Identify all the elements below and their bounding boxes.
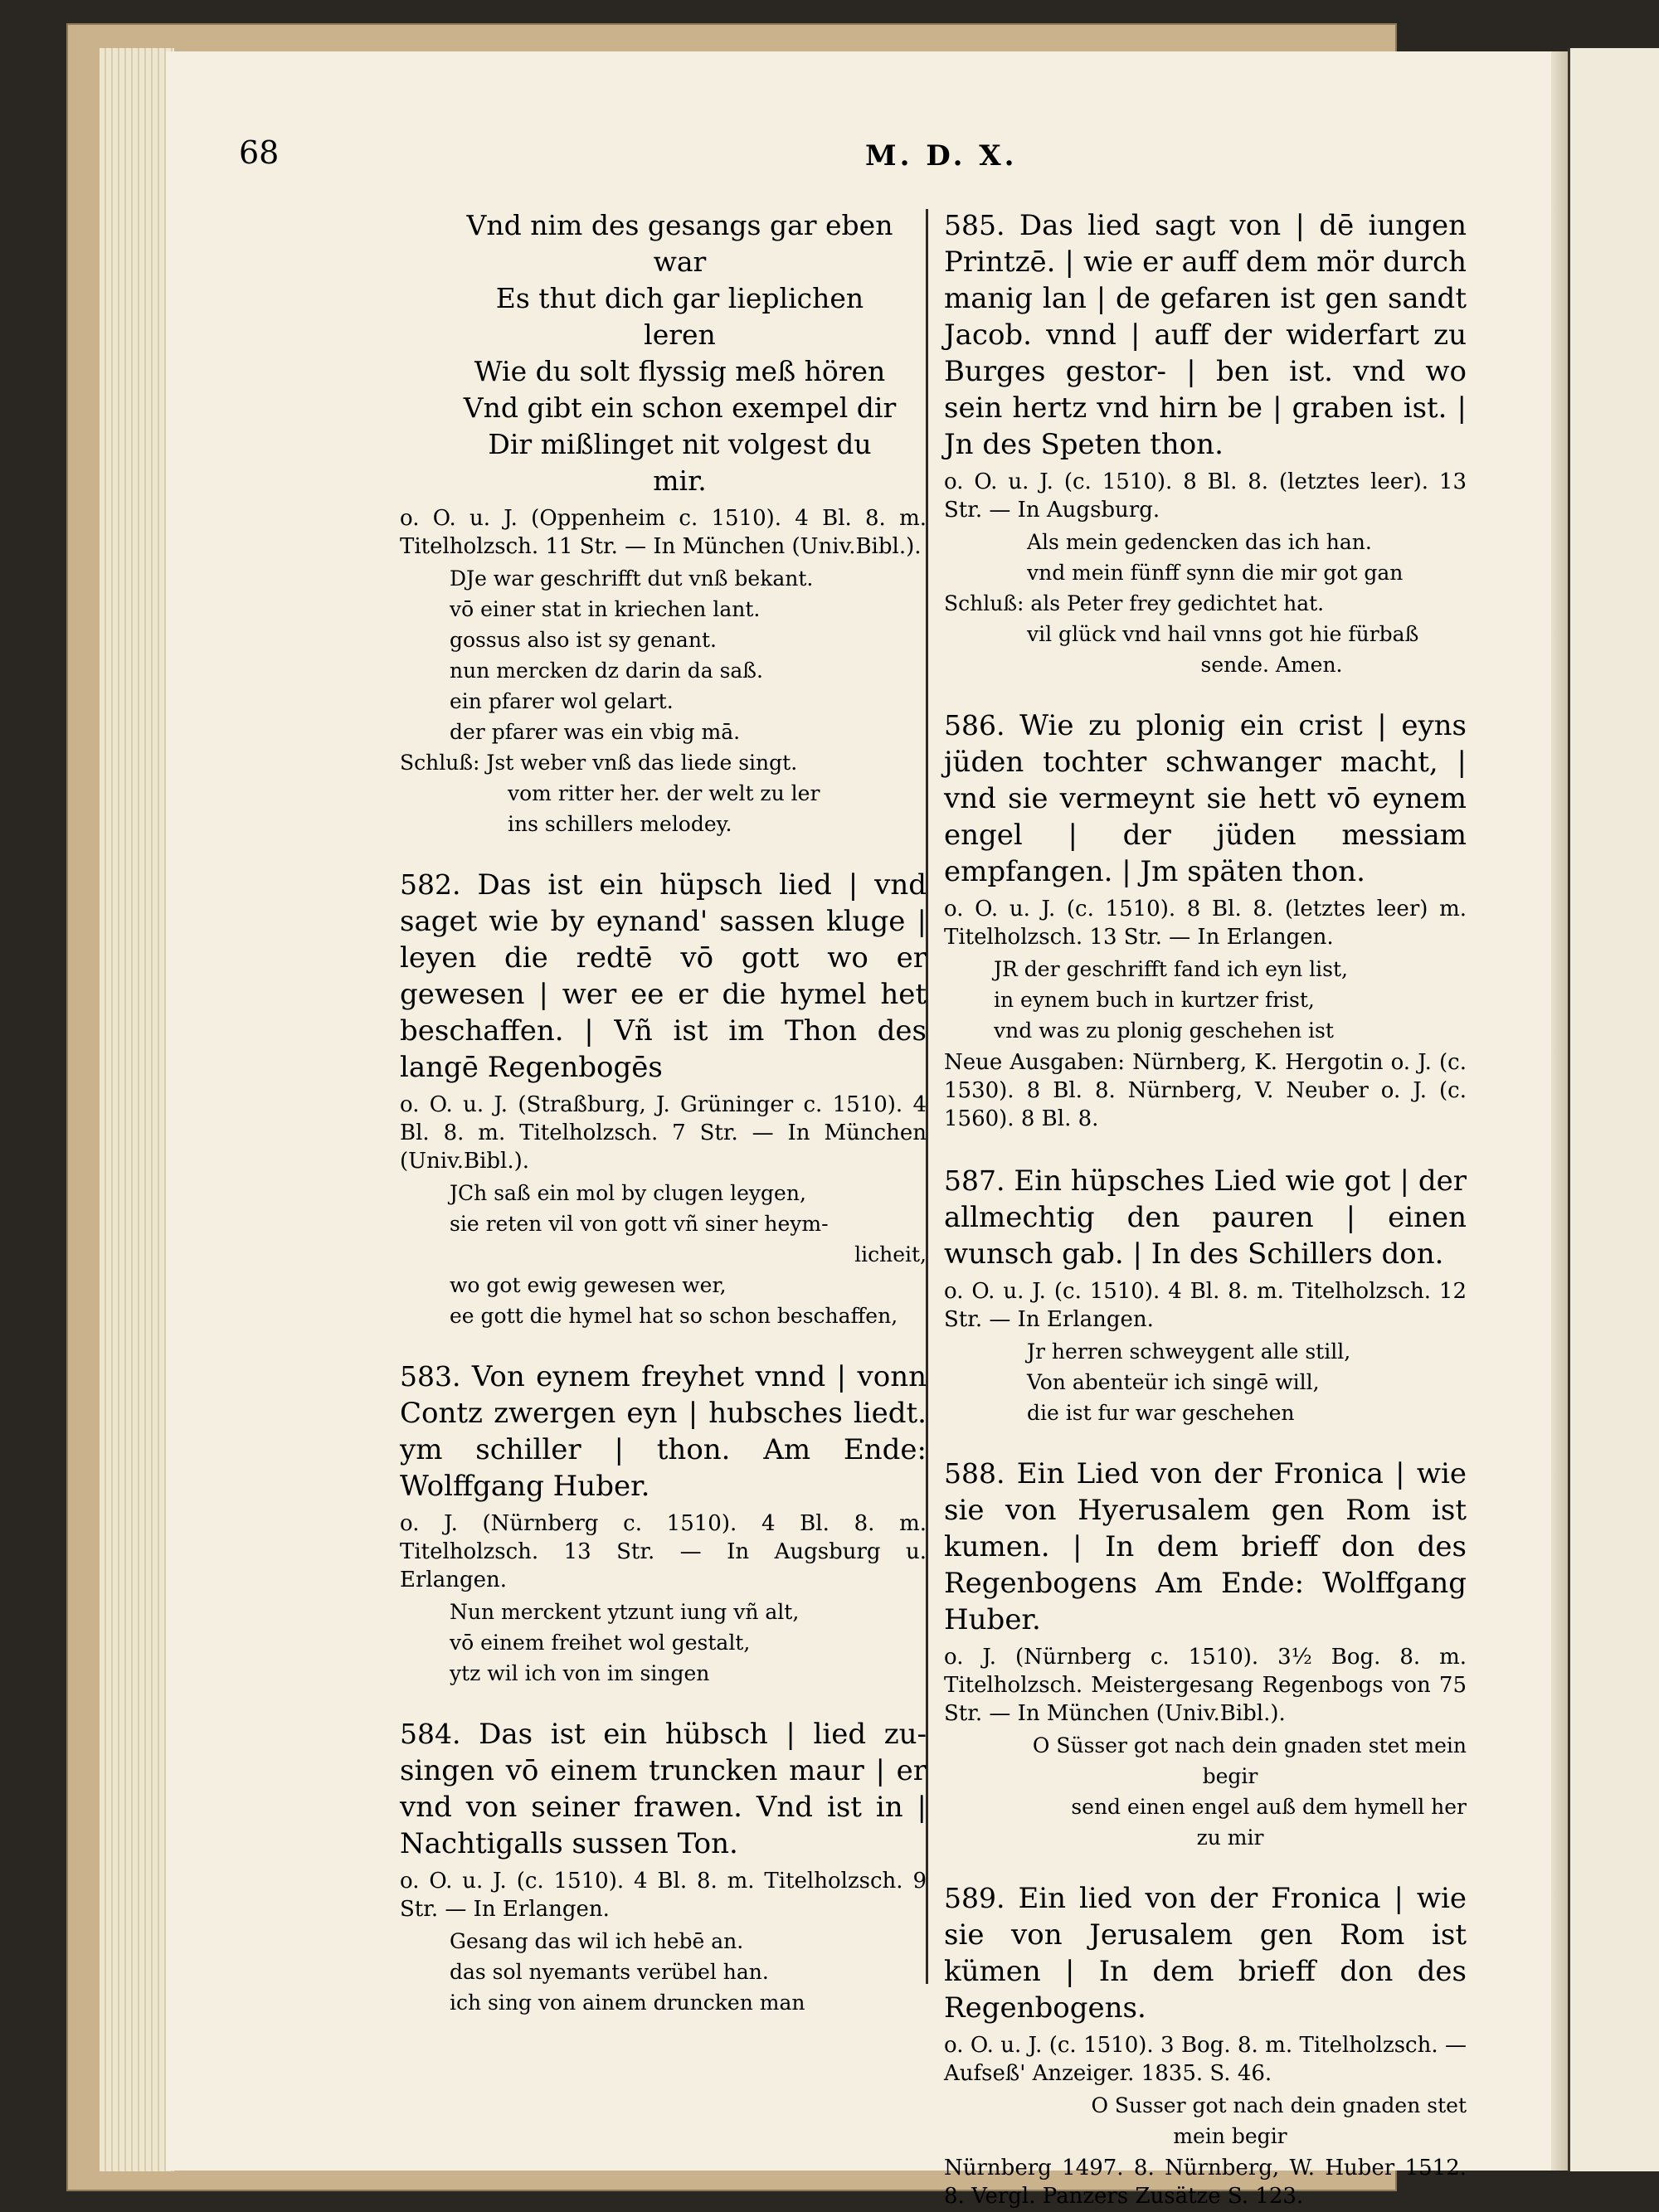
quote-line: vil glück vnd hail vnns got hie fürbaß (1027, 622, 1419, 646)
facing-page-edge (1568, 48, 1659, 2171)
quote-line: JCh saß ein mol by clugen leygen, (450, 1181, 806, 1205)
entry-meta: o. O. u. J. (c. 1510). 4 Bl. 8. m. Titelholzsch. 9 Str. — In Erlangen. (400, 1869, 927, 1922)
quote-line: sie reten vil von gott vñ siner heym- (450, 1212, 829, 1236)
verse-line: mir. (653, 464, 707, 497)
entry-number: 588. (944, 1457, 1005, 1490)
entry-number: 584. (400, 1718, 461, 1750)
page-edges (100, 48, 174, 2171)
quote-line: das sol nyemants verübel han. (450, 1960, 769, 1984)
entry-extra: Neue Ausgaben: Nürnberg, K. Hergotin o. J. (c. 1530). 8 Bl. 8. Nürnberg, V. Neuber o. J. (c. 1560). 8 Bl. 8. (944, 1050, 1467, 1131)
entry-title (944, 1163, 1467, 1272)
quote-line: in eynem buch in kurtzer frist, (994, 988, 1315, 1012)
quote-line: vnd mein fünff synn die mir got gan (1027, 561, 1404, 585)
entry-584 (400, 1716, 927, 2015)
schluss-text: Jst weber vnß das liede singt. (486, 751, 798, 775)
entry-extra: Nürnberg 1497. 8. Nürnberg, W. Huber 1512. 8. Vergl. Panzers Zusätze S. 123. (944, 2156, 1467, 2209)
quote-line: Als mein gedencken das ich han. (1027, 530, 1372, 554)
gutter-shadow (1551, 51, 1569, 2171)
entry-586 (944, 707, 1467, 1133)
quote-line: O Susser got nach dein gnaden stet (1091, 2093, 1467, 2117)
schluss-text: als Peter frey gedichtet hat. (1030, 591, 1325, 615)
quote-line: O Süsser got nach dein gnaden stet mein (1032, 1733, 1467, 1757)
quote-line: vō einem freihet wol gestalt, (450, 1631, 751, 1655)
entry-meta: o. O. u. J. (Oppenheim c. 1510). 4 Bl. 8. m. Titelholzsch. 11 Str. — In München (Univ.Bibl.). (400, 506, 927, 559)
verse-line: Es thut dich gar lieplichen (495, 282, 864, 314)
quote-line: zu mir (1196, 1826, 1264, 1850)
schluss-label: Schluß: (944, 591, 1024, 615)
entry-title-text: Ein Lied von der Fronica | wie sie von Hyerusalem gen Rom ist kumen. | In dem brieff don des Regenbogens Am Ende: Wolffgang Huber. (944, 1457, 1467, 1636)
entry-title (400, 867, 927, 1086)
entry-number: 583. (400, 1360, 461, 1393)
entry-title-text: Das ist ein hübsch | lied zu- singen vō einem truncken maur | er vnd von seiner frawen. Vnd ist in | Nachtigalls sussen Ton. (400, 1718, 927, 1860)
entry-number: 586. (944, 709, 1005, 741)
page-header (239, 134, 1467, 184)
quote-line: send einen engel auß dem hymell her (1071, 1795, 1467, 1819)
verse-line: leren (644, 318, 716, 351)
entry-meta: o. O. u. J. (c. 1510). 3 Bog. 8. m. Titelholzsch. — Aufseß' Anzeiger. 1835. S. 46. (944, 2033, 1467, 2086)
quote-line: DJe war geschrifft dut vnß bekant. (450, 566, 814, 591)
quote-line: ee gott die hymel hat so schon beschaffen, (450, 1304, 898, 1328)
entry-title-text: Wie zu plonig ein crist | eyns jüden tochter schwanger macht, | vnd sie vermeynt sie hett vō eynem engel | der jüden messiam empfangen. | Jm späten thon. (944, 709, 1467, 888)
verse-line: Vnd nim des gesangs gar eben (466, 209, 893, 241)
entry-meta: o. O. u. J. (c. 1510). 8 Bl. 8. (letztes leer) m. Titelholzsch. 13 Str. — In Erlangen. (944, 897, 1467, 950)
left-column (400, 207, 927, 2015)
entry-number: 589. (944, 1882, 1005, 1914)
entry-meta: o. J. (Nürnberg c. 1510). 4 Bl. 8. m. Titelholzsch. 13 Str. — In Augsburg u. Erlangen. (400, 1511, 927, 1592)
quote-line: ein pfarer wol gelart. (450, 689, 674, 713)
quote-line: Gesang das wil ich hebē an. (450, 1929, 744, 1953)
entry-589 (944, 1880, 1467, 2210)
schluss-line (400, 750, 927, 775)
quote-line: ich sing von ainem druncken man (450, 1991, 805, 2015)
schluss-label: Schluß: (400, 751, 480, 775)
verse-line: Dir mißlinget nit volgest du (488, 428, 872, 460)
entry-title-text: Ein hüpsches Lied wie got | der allmechtig den pauren | einen wunsch gab. | In des Schillers don. (944, 1164, 1467, 1271)
entry-title (400, 1359, 927, 1505)
verse-line: war (653, 246, 707, 278)
entry-number: 587. (944, 1164, 1005, 1197)
quote-line: nun mercken dz darin da saß. (450, 659, 763, 683)
entry-title (944, 207, 1467, 463)
quote-line: die ist fur war geschehen (1027, 1401, 1295, 1425)
quote-line: der pfarer was ein vbig mā. (450, 720, 741, 744)
entry-585 (944, 207, 1467, 678)
quote-line: vom ritter her. der welt zu ler (508, 781, 820, 805)
running-title: M. D. X. (865, 139, 1018, 173)
quote-line: licheit, (854, 1242, 927, 1266)
entry-583 (400, 1359, 927, 1686)
continued-verse (400, 207, 927, 837)
entry-title (944, 1880, 1467, 2026)
verse-line: Wie du solt flyssig meß hören (474, 355, 886, 387)
entry-number: 585. (944, 209, 1005, 241)
entry-title-text: Das lied sagt von | dē iungen Printzē. | wie er auff dem mör durch manig lan | de gefaren ist gen sandt Jacob. vnnd | auff der widerfart zu Burges gestor- | ben ist. vnd wo sein hertz vnd hirn be | graben ist. | Jn des Speten thon. (944, 209, 1467, 461)
schluss-line (944, 591, 1467, 616)
quote-line: sende. Amen. (1200, 653, 1343, 677)
quote-line: ytz wil ich von im singen (450, 1661, 710, 1685)
entry-588 (944, 1456, 1467, 1850)
entry-title-text: Das ist ein hüpsch lied | vnd saget wie by eynand' sassen kluge | leyen die redtē vō gott wo er gewesen | wer ee er die hymel het beschaffen. | Vñ ist im Thon des langē Regenbogēs (400, 868, 927, 1084)
entry-meta: o. O. u. J. (c. 1510). 4 Bl. 8. m. Titelholzsch. 12 Str. — In Erlangen. (944, 1279, 1467, 1332)
page-number: 68 (239, 134, 280, 171)
verse-line: Vnd gibt ein schon exempel dir (463, 391, 897, 424)
quote-line: vnd was zu plonig geschehen ist (994, 1018, 1334, 1043)
quote-line: mein begir (1173, 2124, 1287, 2148)
quote-line: Nun merckent ytzunt iung vñ alt, (450, 1600, 800, 1624)
entry-587 (944, 1163, 1467, 1426)
entry-582 (400, 867, 927, 1329)
entry-meta: o. O. u. J. (Straßburg, J. Grüninger c. 1510). 4 Bl. 8. m. Titelholzsch. 7 Str. — In München (Univ.Bibl.). (400, 1092, 927, 1174)
entry-number: 582. (400, 868, 461, 901)
quote-line: ins schillers melodey. (508, 812, 732, 836)
quote-line: begir (1202, 1764, 1258, 1788)
entry-title (400, 1716, 927, 1862)
quote-line: wo got ewig gewesen wer, (450, 1273, 727, 1297)
quote-line: vō einer stat in kriechen lant. (450, 597, 761, 621)
entry-meta: o. J. (Nürnberg c. 1510). 3½ Bog. 8. m. Titelholzsch. Meistergesang Regenbogs von 75 Str. — In München (Univ.Bibl.). (944, 1645, 1467, 1726)
right-column (944, 207, 1467, 2210)
quote-line: gossus also ist sy genant. (450, 628, 717, 652)
entry-title (944, 1456, 1467, 1638)
entry-meta: o. O. u. J. (c. 1510). 8 Bl. 8. (letztes leer). 13 Str. — In Augsburg. (944, 469, 1467, 523)
quote-line: Von abenteür ich singē will, (1027, 1370, 1320, 1394)
quote-line: Jr herren schweygent alle still, (1027, 1339, 1351, 1364)
entry-title (944, 707, 1467, 890)
quote-line: JR der geschrifft fand ich eyn list, (994, 957, 1348, 981)
entry-title-text: Von eynem freyhet vnnd | vonn Contz zwergen eyn | hubsches liedt. ym schiller | thon. Am Ende: Wolffgang Huber. (400, 1360, 927, 1503)
entry-title-text: Ein lied von der Fronica | wie sie von Jerusalem gen Rom ist kümen | In dem brieff don des Regenbogens. (944, 1882, 1467, 2025)
